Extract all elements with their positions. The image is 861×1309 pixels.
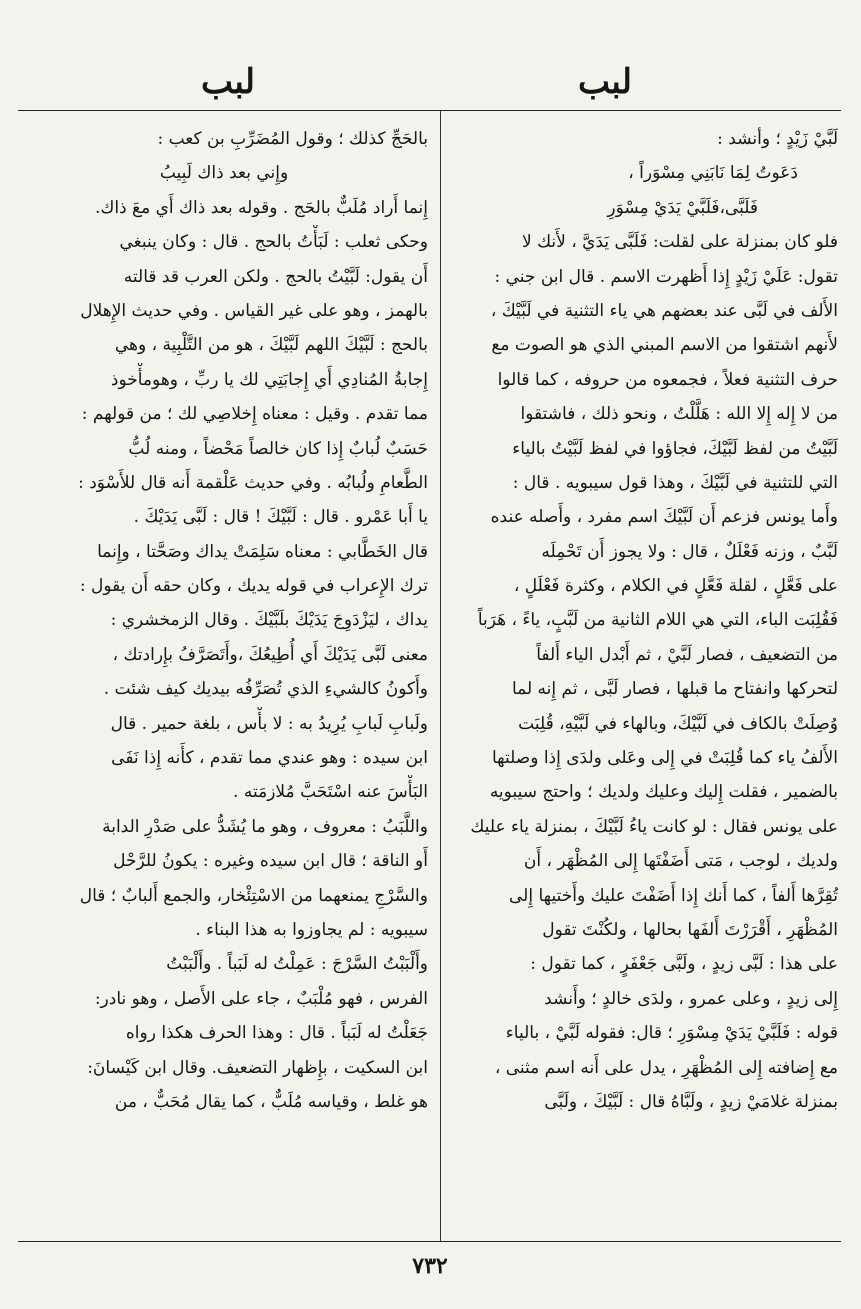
text-line: فلو كان بمنزلة على لقلت: فَلَبَّى يَدَيَّ ، لأَنك لا <box>521 232 838 253</box>
text-line: إِنما أَراد مُلَبٌّ بالحَج . وقوله بعد ذاك أَي معَ ذاك. <box>94 197 428 218</box>
text-line: مما تقدم . وقيل : معناه إِخلاصِي لك ؛ من قولهم : <box>81 404 428 425</box>
text-line: إِلى زيدٍ ، وعلى عمرو ، ولدَى خالدٍ ؛ وأَنشد <box>544 988 838 1009</box>
text-line: إِجابةُ المُنادِي أَي إِجابَتِي لك يا ربِّ ، وهومأْخوذ <box>110 369 428 390</box>
text-line: حَسَبٌ لُبابٌ إِذا كان خالصاً مَحْضاً ، ومنه لُبُّ <box>128 438 428 459</box>
text-line: لأَنهم اشتقوا من الاسم المبني الذي هو الصوت مع <box>491 335 838 356</box>
text-line: لَبَّبٌ ، وزنه فَعْلَلٌ ، قال : ولا يجوز أَن تَحْمِلَه <box>541 541 838 562</box>
text-line: على هذا : لَبَّى زيدٍ ، ولَبَّى جَعْفَرٍ ، كما تقول : <box>530 954 838 975</box>
page-number: ٧٣٢ <box>412 1253 448 1279</box>
text-line: الأَلفُ ياء كما قُلِبَتْ في إِلى وعَلى ولدَى إِذا وصلتها <box>492 748 838 769</box>
text-line: بالحَجِّ كذلك ؛ وقول المُضَرِّبِ بن كعب : <box>157 129 428 149</box>
text-line: تقول: عَلَيْ زَيْدٍ إِذا أَظهرت الاسم . قال ابن جني : <box>494 266 838 287</box>
text-line: وحكى ثعلب : لَبَأْتُ بالحج . قال : وكان ينبغي <box>119 232 428 253</box>
verse-line: دَعَوتُ لِمَا نَابَنِي مِسْوَراً ، <box>628 163 798 184</box>
text-line: أَو الناقة ؛ قال ابن سيده وغيره : يكونُ للرَّحْل <box>113 851 428 872</box>
text-line: لَبَّيْ زَيْدٍ ؛ وأنشد : <box>717 129 838 149</box>
text-line: على فَعَّلٍ ، لقلة فَعَّلٍ في الكلام ، وكثرة فَعْلَلٍ ، <box>513 576 838 597</box>
text-line: هو غلط ، وقياسه مُلَبٌّ ، كما يقال مُحَبٌّ ، من <box>114 1091 428 1112</box>
text-line: البَأْسَ عنه اسْتَحَبَّ مُلازمَته . <box>233 782 428 803</box>
column-divider <box>440 111 441 1241</box>
running-header-right: لبب <box>577 62 632 102</box>
text-line: بالضمير ، فقلت إِليك وعليك ولديك ؛ واحتج سيبويه <box>489 782 838 803</box>
text-line: يداك ، ليَزْدَوِجَ يَدَيْكَ بلَبَّيْكَ . وقال الزمخشري : <box>110 610 428 631</box>
text-line: الفرس ، فهو مُلْبَبٌ ، جاء على الأَصل ، وهو نادر: <box>94 988 428 1009</box>
text-line: ولَبابِ لَبابِ يُرِيدُ به : لا بأْس ، بلغة حمير . قال <box>110 713 428 734</box>
right-column <box>452 122 838 1119</box>
verse-line: وإِني بعد ذاك لَبِيبُ <box>159 163 289 184</box>
text-line: ابن السكيت ، بإِظهار التضعيف. وقال ابن كَيْسانَ: <box>87 1057 428 1078</box>
text-line: تُقِرَّها أَلفاً ، كما أَنك إِذا أَضَفْتَ عليك وأَختيها إِلى <box>508 885 838 906</box>
text-line: التي للتثنية في لَبَّيْكَ ، وهذا قول سيبويه . قال : <box>512 472 838 493</box>
text-line: ولديك ، لوجب ، مَتى أَضَفْتَها إِلى المُظْهَر ، أَن <box>523 851 838 872</box>
text-line: سيبويه : لم يجاوزوا به هذا البناء . <box>195 919 428 940</box>
text-line: قال الخَطَّابي : معناه سَلِمَتْ يداك وصَحَّتا ، وإِنما <box>97 541 428 562</box>
text-line: والسَّرْجِ يمنعهما من الاسْتِئْخار، والجمع أَلبابٌ ؛ قال <box>79 885 428 906</box>
text-line: وأَلْبَبْتُ السَّرْجَ : عَمِلْتُ له لَبَباً . وأَلْبَبْتُ <box>166 954 428 975</box>
text-line: حرف التثنية فعلاً ، فجمعوه من حروفه ، كما قالوا <box>497 369 838 390</box>
header-rule <box>18 110 841 111</box>
text-line: بمنزلة غلامَيْ زيدٍ ، ولَبَّاهُ قال : لَبَّيْكَ ، ولَبَّى <box>544 1091 838 1112</box>
text-line: فَقُلِبَت الباء، التي هي اللام الثانية من لَبَّبٍ، ياءً ، هَرَباً <box>477 610 838 631</box>
text-line: على يونس فقال : لو كانت ياءُ لَبَّيْكَ ، بمنزلة ياء عليك <box>470 816 838 837</box>
text-line: لتحركها وانفتاح ما قبلها ، فصار لَبَّى ، ثم إِنه لما <box>511 679 838 700</box>
verse-line: فَلَبَّى،فَلَبَّيْ يَدَيْ مِسْوَرِ <box>607 197 758 218</box>
text-line: لَبَّيْتُ من لفظ لَبَّيْكَ، فجاؤوا في لفظ لَبَّيْتُ بالياء <box>512 438 838 459</box>
text-line: يا أَبا عَمْرو . قال : لَبَّيْكَ ! قال : لَبَّى يَدَيْكَ . <box>133 507 428 528</box>
text-line: وأَما يونس فزعم أَن لَبَّيْكَ اسم مفرد ، وأَصله عنده <box>490 507 838 528</box>
left-column <box>20 122 428 1119</box>
text-line: واللَّبَبُ : معروف ، وهو ما يُشَدُّ على صَدْرِ الدابة <box>102 816 428 837</box>
text-line: ابن سيده : وهو عندي مما تقدم ، كأَنه إِذا نَفَى <box>111 748 428 769</box>
footer-rule <box>18 1241 841 1242</box>
running-header-left: لبب <box>200 62 255 102</box>
text-line: بالحج : لَبَّيْكَ اللهم لَبَّيْكَ ، هو من التَّلْبِية ، وهي <box>114 335 428 356</box>
text-line: الطَّعامِ ولُبابُه . وفي حديث عَلْقمة أَنه قال للأَسْوَد : <box>78 472 428 493</box>
text-line: بالهمز ، وهو على غير القياس . وفي حديث الإِهلال <box>80 300 428 321</box>
text-line: وُصِلَتْ بالكاف في لَبَّيْكَ، وبالهاء في لَبَّيْهِ، قُلِبَت <box>518 713 838 734</box>
text-line: جَعَلْتُ له لَبَباً . قال : وهذا الحرف هكذا رواه <box>125 1023 428 1044</box>
text-line: الأَلف في لَبَّى عند بعضهم هي ياء التثنية في لَبَّيْكَ ، <box>490 300 838 321</box>
text-line: ترك الإِعراب في قوله يديك ، وكان حقه أَن يقول : <box>79 576 428 597</box>
text-line: من التضعيف ، فصار لَبَّيْ ، ثم أَبْدل الياء أَلفاً <box>536 644 838 665</box>
text-line: من لا إِله إِلا الله : هَلَّلْتُ ، ونحو ذلك ، فاشتقوا <box>520 404 838 425</box>
text-line: وأَكونُ كالشيءِ الذي تُصَرِّفُه بيديك كيف شئت . <box>103 679 428 700</box>
text-line: أَن يقول: لَبَّيْتُ بالحج . ولكن العرب قد قالته <box>123 266 428 287</box>
text-line: مع إِضافته إِلى المُظْهَرِ ، يدل على أَنه اسم مثنى ، <box>494 1057 838 1078</box>
text-line: معنى لَبَّى يَدَيْكَ أَي أُطِيعُكَ ،وأَتَصَرَّفُ بإِرادتك ، <box>112 644 428 665</box>
text-line: قوله : فَلَبَّيْ يَدَيْ مِسْوَرِ ؛ قال: فقوله لَبَّيْ ، بالياء <box>505 1023 838 1044</box>
text-line: المُظْهَرِ ، أَقْرَرْتَ أَلفَها بحالها ، ولكُنْتَ تقول <box>542 919 838 940</box>
